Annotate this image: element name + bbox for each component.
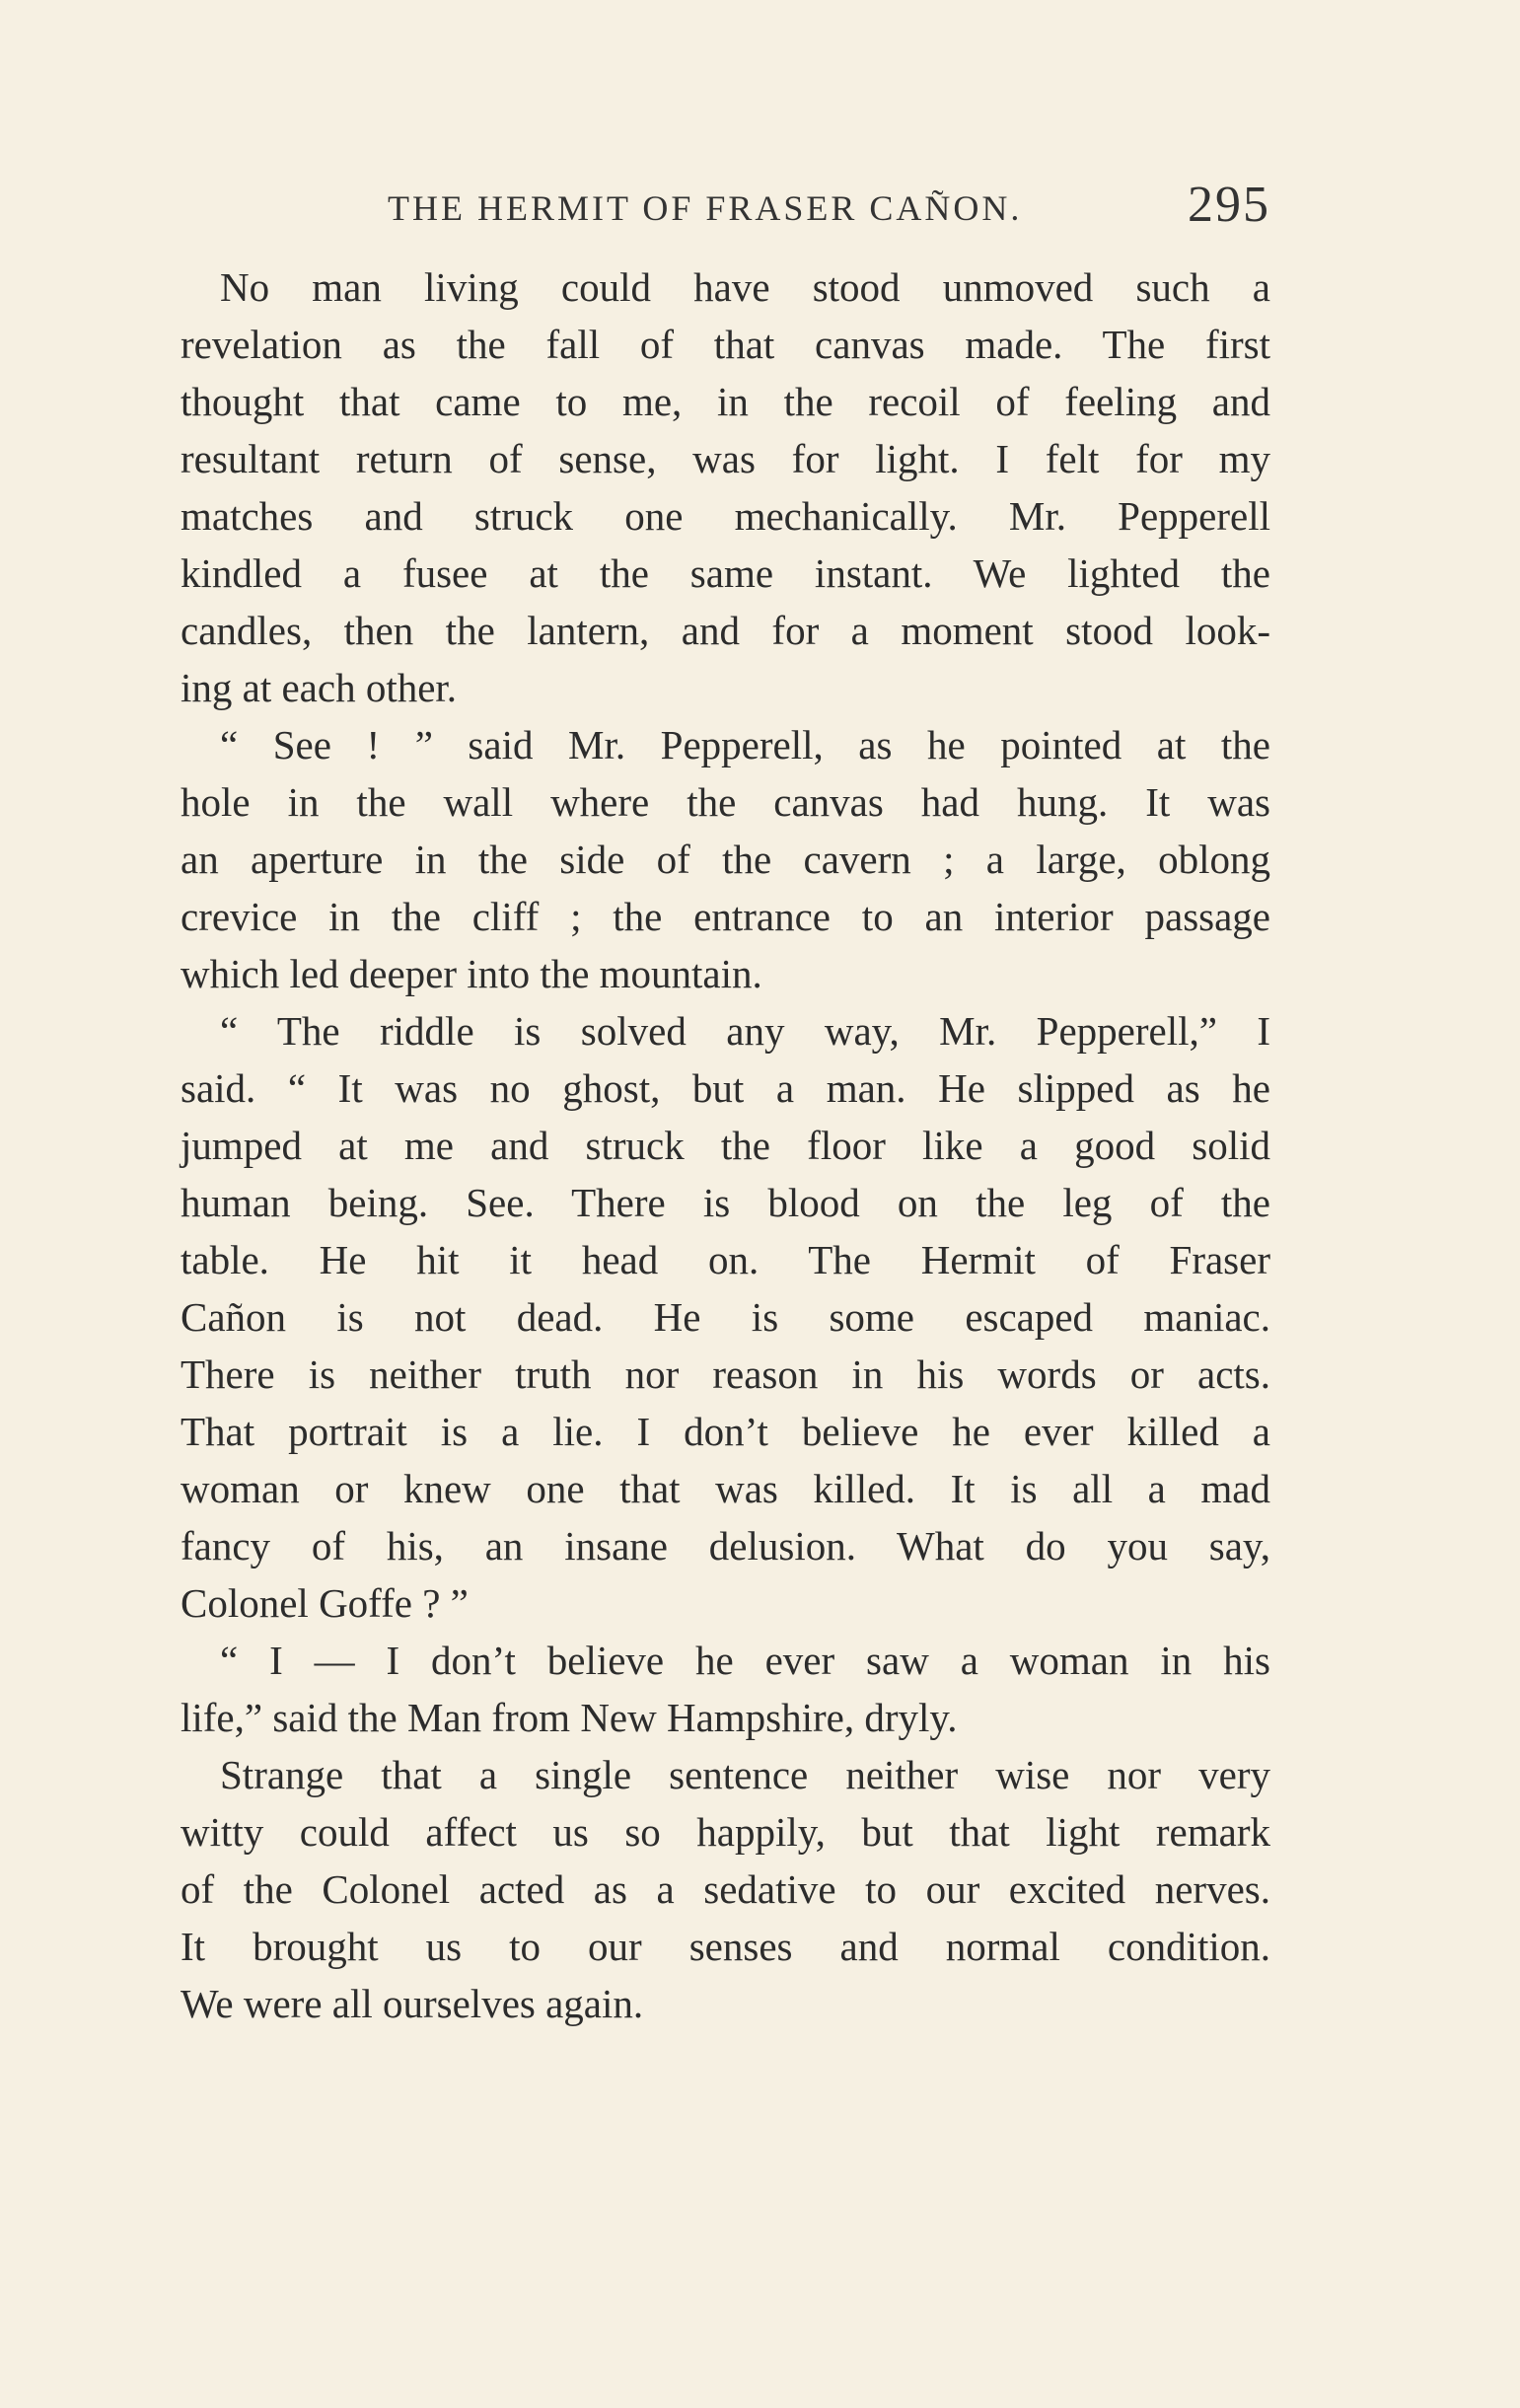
page-number: 295 xyxy=(1188,177,1270,233)
text-line: which led deeper into the mountain. xyxy=(181,951,762,996)
text-line: an aperture in the side of the cavern ; a large, oblong xyxy=(181,837,1270,882)
text-line: It brought us to our senses and normal condition. xyxy=(181,1924,1270,1969)
text-line: hole in the wall where the canvas had hung. It was xyxy=(181,779,1270,825)
text-line: witty could affect us so happily, but that light remark xyxy=(181,1809,1270,1855)
text-line: crevice in the cliff ; the entrance to an interior passage xyxy=(181,894,1270,939)
text-line: woman or knew one that was killed. It is all a mad xyxy=(181,1466,1270,1511)
text-line: matches and struck one mechanically. Mr. Pepperell xyxy=(181,493,1270,539)
running-head xyxy=(181,177,1270,236)
text-line: of the Colonel acted as a sedative to our excited nerves. xyxy=(181,1866,1270,1912)
text-line: Strange that a single sentence neither wise nor very xyxy=(220,1752,1270,1797)
text-line: revelation as the fall of that canvas made. The first xyxy=(181,322,1270,367)
running-title: THE HERMIT OF FRASER CAÑON. xyxy=(388,188,1023,228)
body-text xyxy=(181,258,1270,2032)
text-line: Colonel Goffe ? ” xyxy=(181,1580,469,1626)
text-line: There is neither truth nor reason in his words or acts. xyxy=(181,1351,1270,1397)
text-line: fancy of his, an insane delusion. What do you say, xyxy=(181,1523,1270,1569)
text-line: jumped at me and struck the floor like a good solid xyxy=(181,1123,1270,1168)
text-line: That portrait is a lie. I don’t believe he ever killed a xyxy=(181,1409,1270,1454)
text-line: “ I — I don’t believe he ever saw a woman in his xyxy=(220,1638,1270,1683)
text-line: said. “ It was no ghost, but a man. He slipped as he xyxy=(181,1065,1270,1111)
text-line: thought that came to me, in the recoil of feeling and xyxy=(181,379,1270,424)
text-line: candles, then the lantern, and for a moment stood look- xyxy=(181,608,1270,653)
text-line: Cañon is not dead. He is some escaped maniac. xyxy=(181,1294,1270,1340)
text-line: life,” said the Man from New Hampshire, dryly. xyxy=(181,1695,958,1740)
text-line: kindled a fusee at the same instant. We lighted the xyxy=(181,550,1270,596)
text-line: “ The riddle is solved any way, Mr. Pepperell,” I xyxy=(220,1008,1270,1054)
text-line: ing at each other. xyxy=(181,665,458,710)
text-line: table. He hit it head on. The Hermit of Fraser xyxy=(181,1237,1270,1282)
text-line: resultant return of sense, was for light. I felt for my xyxy=(181,436,1270,481)
text-line: human being. See. There is blood on the leg of the xyxy=(181,1180,1270,1225)
text-line: We were all ourselves again. xyxy=(181,1981,644,2026)
text-line: “ See ! ” said Mr. Pepperell, as he pointed at the xyxy=(220,722,1270,767)
text-line: No man living could have stood unmoved such a xyxy=(220,264,1270,310)
